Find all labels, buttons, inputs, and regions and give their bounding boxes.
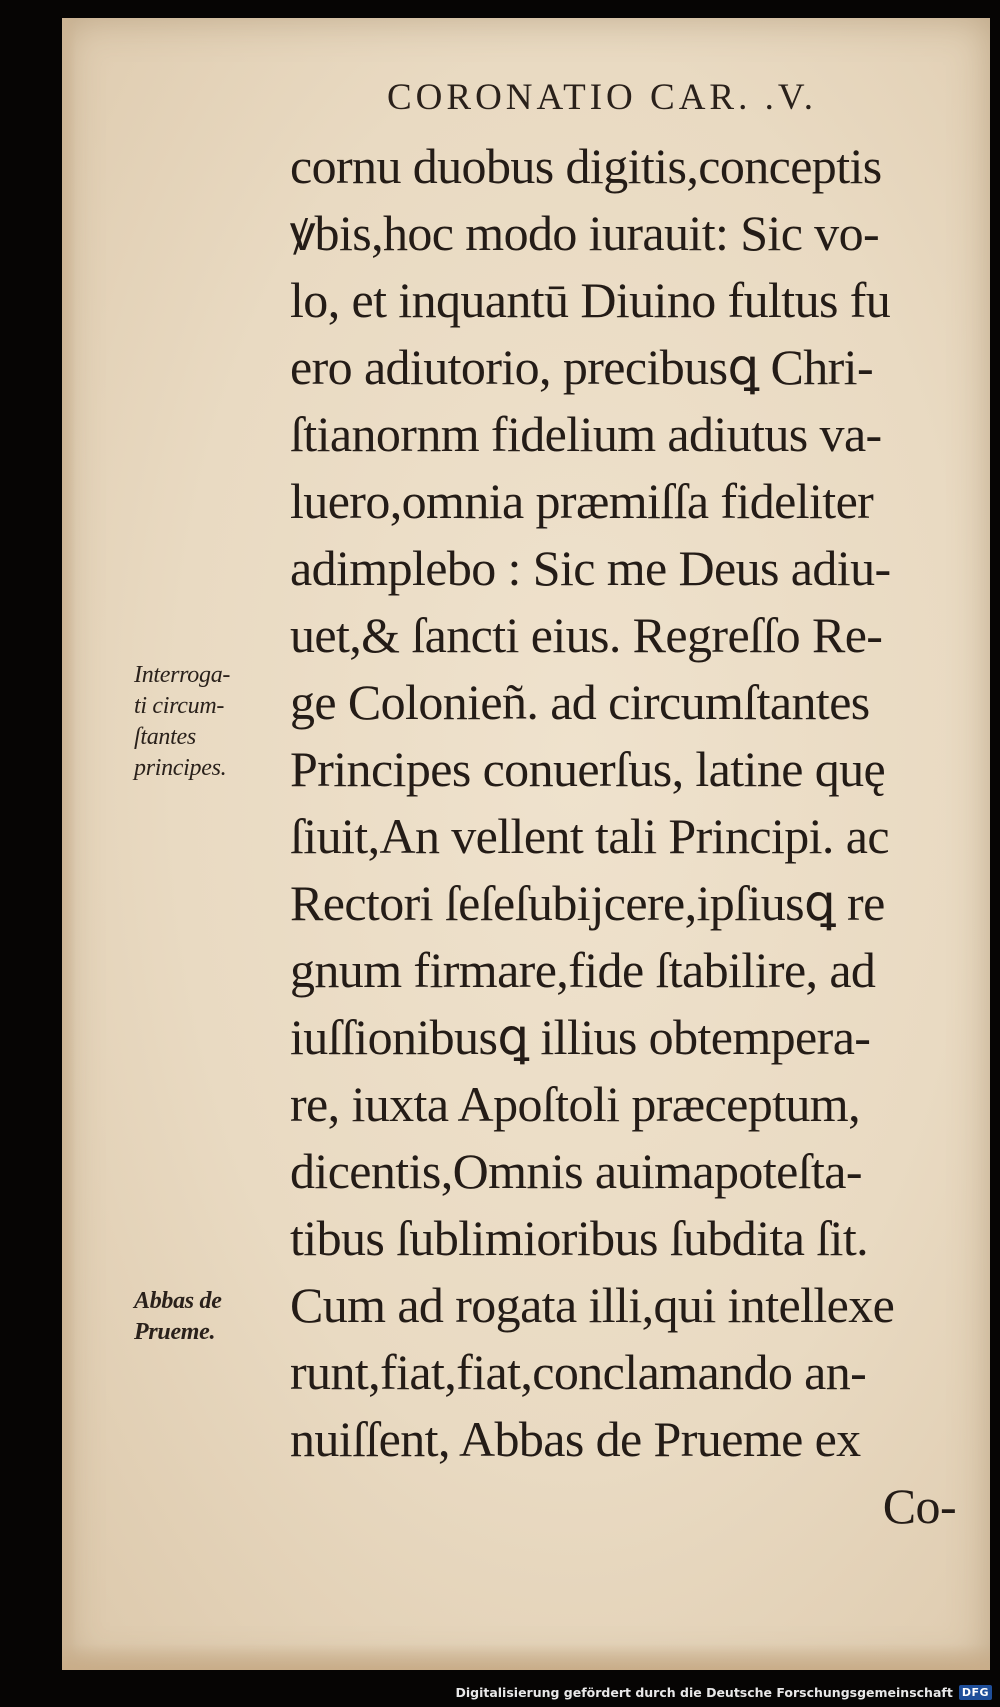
text-line: luero,omnia præmiſſa fideliter [290,473,874,529]
text-line: cornu duobus digitis,conceptis [290,138,882,194]
marginal-line: ſtantes [134,724,196,750]
marginal-note-interrogati [134,660,284,784]
text-line: Rectori ſeſeſubĳcere,ipſiusꝗ re [290,875,885,931]
marginal-note-abbas [134,1286,284,1348]
book-page [62,18,990,1670]
marginal-line: Interroga- [134,662,231,688]
text-line: Principes conuerſus, latine quę [290,741,886,797]
text-line: ſiuit,An vellent tali Principi. ac [290,808,889,864]
credit-text: Digitalisierung gefördert durch die Deutsche Forschungsgemeinschaft [455,1684,953,1700]
text-line: ſtianornm fidelium adiutus va- [290,406,882,462]
text-line: nuiſſent, Abbas de Prueme ex [290,1411,861,1467]
text-line: tibus ſublimioribus ſubdita ſit. [290,1210,869,1266]
body-text [290,133,978,1540]
text-line: ge Colonieñ. ad circumſtantes [290,674,870,730]
text-line: dicentis,Omnis auimapoteſta- [290,1143,862,1199]
page-edge-shadow [62,18,76,1670]
dfg-logo-icon: DFG [959,1685,992,1700]
text-line: gnum firmare,fide ſtabilire, ad [290,942,876,998]
text-line: adimplebo : Sic me Deus adiu- [290,540,891,596]
text-line: iuſſionibusꝗ illius obtempera- [290,1009,871,1065]
text-line: ꝟbis,hoc modo iurauit: Sic vo- [290,205,880,261]
text-line: lo, et inquantū Diuino fultus fu [290,272,891,328]
text-line: ero adiutorio, precibusꝗ Chri- [290,339,874,395]
marginal-line: Abbas de [134,1288,222,1314]
marginal-line: principes. [134,755,227,781]
digitization-credit [449,1679,1000,1705]
running-head: CORONATIO CAR. .V. [387,77,818,118]
text-line: re, iuxta Apoſtoli præceptum, [290,1076,861,1132]
text-line: Cum ad rogata illi,qui intellexe [290,1277,895,1333]
catchword: Co- [882,1478,956,1534]
text-line: runt,fiat,fiat,conclamando an- [290,1344,867,1400]
marginal-line: ti circum- [134,693,225,719]
page-bottom-shadow [62,1644,990,1670]
marginal-line: Prueme. [134,1319,216,1345]
text-line: uet,& ſancti eius. Regreſſo Re- [290,607,883,663]
